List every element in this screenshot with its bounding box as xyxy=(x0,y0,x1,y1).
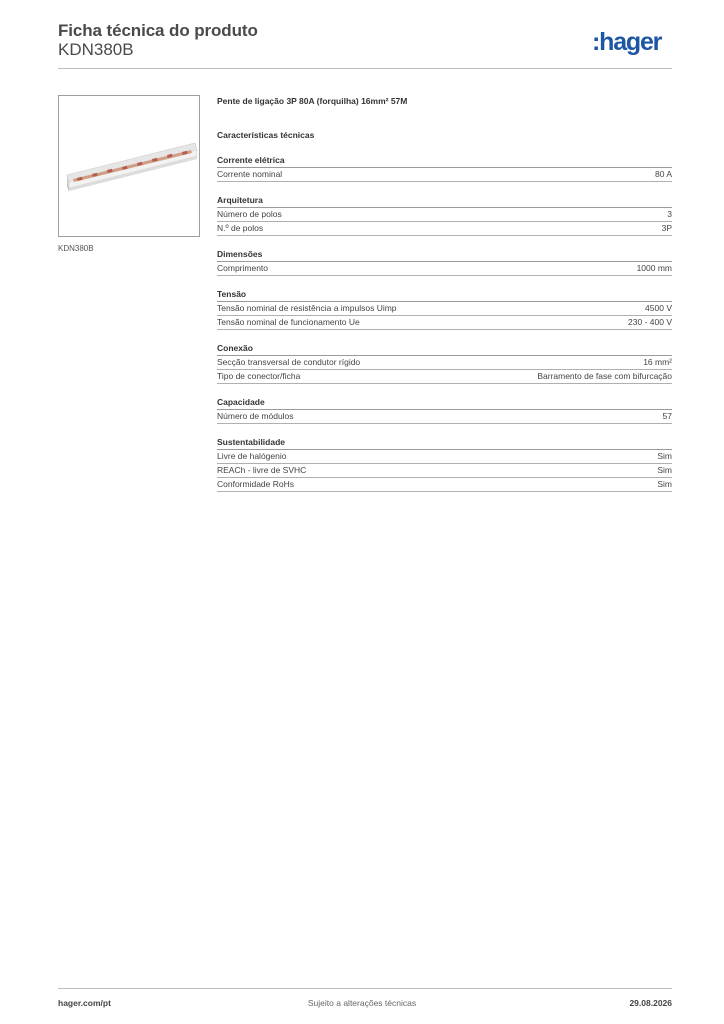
spec-row xyxy=(217,208,672,222)
footer-date: 29.08.2026 xyxy=(629,998,672,1008)
spec-row xyxy=(217,168,672,182)
spec-row xyxy=(217,262,672,276)
spec-group-title: Corrente elétrica xyxy=(217,154,672,168)
spec-value: Sim xyxy=(657,465,672,475)
spec-group-title: Conexão xyxy=(217,342,672,356)
spec-group-title: Dimensões xyxy=(217,248,672,262)
spec-value: 80 A xyxy=(654,169,672,179)
spec-label: Número de módulos xyxy=(217,411,294,421)
spec-row xyxy=(217,302,672,316)
spec-row xyxy=(217,222,672,236)
spec-label: Secção transversal de condutor rígido xyxy=(217,357,361,367)
spec-group-title: Arquitetura xyxy=(217,194,672,208)
busbar-illustration xyxy=(59,96,201,238)
spec-value: 16 mm² xyxy=(643,357,672,367)
logo-text: :hager xyxy=(592,28,662,56)
spec-group xyxy=(217,288,672,330)
spec-label: Tipo de conector/ficha xyxy=(217,371,301,381)
spec-label: Tensão nominal de resistência a impulsos Uimp xyxy=(217,303,397,313)
spec-label: Número de polos xyxy=(217,209,282,219)
footer-website: hager.com/pt xyxy=(58,998,111,1008)
spec-value: Sim xyxy=(657,451,672,461)
spec-group xyxy=(217,396,672,424)
spec-value: 3 xyxy=(667,209,672,219)
spec-value: 4500 V xyxy=(645,303,672,313)
spec-group xyxy=(217,154,672,182)
spec-value: 57 xyxy=(662,411,672,421)
product-image xyxy=(58,95,200,237)
spec-group xyxy=(217,342,672,384)
header-divider xyxy=(58,68,672,69)
spec-value: 230 - 400 V xyxy=(628,317,672,327)
spec-label: Comprimento xyxy=(217,263,269,273)
spec-row xyxy=(217,410,672,424)
spec-label: Tensão nominal de funcionamento Ue xyxy=(217,317,360,327)
spec-group xyxy=(217,248,672,276)
product-image-caption: KDN380B xyxy=(58,244,94,253)
product-description: Pente de ligação 3P 80A (forquilha) 16mm² 57M xyxy=(217,96,408,106)
page-title: Ficha técnica do produto xyxy=(58,21,258,40)
spec-label: Conformidade RoHs xyxy=(217,479,295,489)
spec-group xyxy=(217,436,672,492)
technical-specifications xyxy=(217,95,672,492)
spec-groups xyxy=(217,154,672,492)
spec-label: Livre de halógenio xyxy=(217,451,287,461)
spec-row xyxy=(217,356,672,370)
spec-label: Corrente nominal xyxy=(217,169,283,179)
spec-group-title: Tensão xyxy=(217,288,672,302)
footer-notice: Sujeito a alterações técnicas xyxy=(307,998,417,1008)
spec-value: Barramento de fase com bifurcação xyxy=(537,371,672,381)
spec-value: 1000 mm xyxy=(636,263,672,273)
spec-label: REACh - livre de SVHC xyxy=(217,465,307,475)
spec-group-title: Capacidade xyxy=(217,396,672,410)
spec-label: N.º de polos xyxy=(217,223,264,233)
hager-logo xyxy=(592,27,661,57)
spec-value: Sim xyxy=(657,479,672,489)
spec-row xyxy=(217,316,672,330)
spec-row xyxy=(217,450,672,464)
spec-row xyxy=(217,464,672,478)
spec-value: 3P xyxy=(661,223,672,233)
product-reference: KDN380B xyxy=(58,40,134,59)
spec-row xyxy=(217,478,672,492)
spec-group xyxy=(217,194,672,236)
spec-heading: Características técnicas xyxy=(217,130,315,140)
spec-row xyxy=(217,370,672,384)
spec-group-title: Sustentabilidade xyxy=(217,436,672,450)
footer-divider xyxy=(58,988,672,989)
